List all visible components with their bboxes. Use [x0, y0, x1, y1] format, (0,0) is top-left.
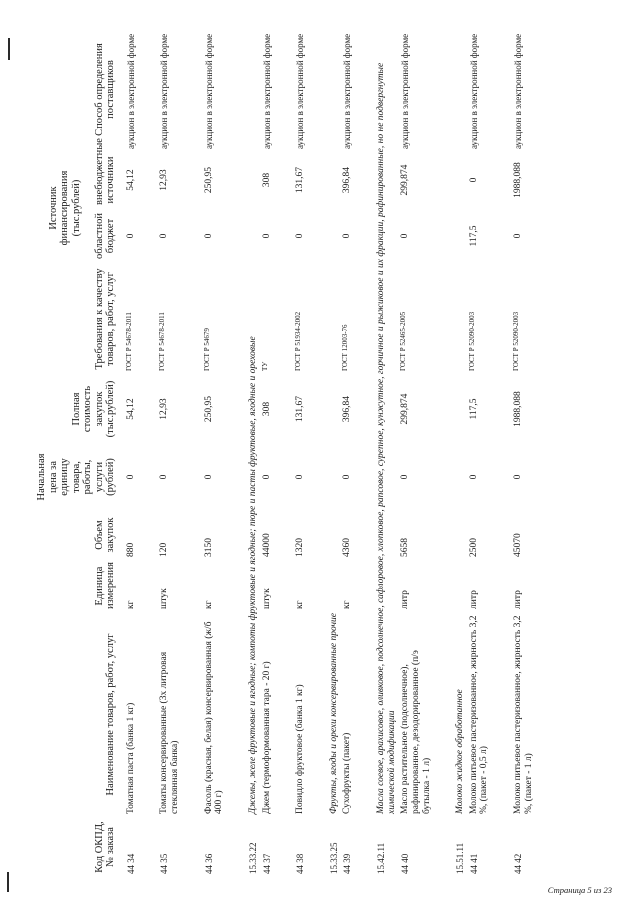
table-row — [512, 27, 556, 877]
procurement-method: аукцион в электронной форме — [342, 33, 353, 149]
quality-standard: ГОСТ 12003-76 — [341, 324, 350, 371]
procurement-method: аукцион в электронной форме — [400, 33, 411, 149]
unit: кг — [203, 600, 214, 609]
regional-budget: 0 — [295, 233, 306, 239]
order-number: 44 42 — [513, 853, 524, 874]
regional-budget: 0 — [400, 233, 411, 239]
extra-budget: 0 — [468, 177, 479, 183]
item-name: Фасоль (красная, белая) консервированная (ж/б 400 г) — [203, 621, 225, 814]
okpd-code: 15.51.11 — [455, 842, 466, 874]
regional-budget: 117,5 — [468, 225, 479, 247]
initial-price: 0 — [295, 474, 306, 480]
order-number: 44 38 — [295, 853, 306, 874]
procurement-method: аукцион в электронной форме — [468, 33, 479, 149]
item-name: Молоко питьевое пастеризованное, жирность 3,2 %, (пакет - 0,5 л) — [468, 615, 490, 814]
volume: 880 — [125, 542, 136, 557]
unit: литр — [468, 590, 479, 609]
category-row — [247, 27, 261, 877]
initial-price: 0 — [125, 474, 136, 480]
header-code: Код ОКПД, № заказа — [93, 821, 117, 873]
volume: 4360 — [342, 538, 353, 557]
unit: литр — [513, 590, 524, 609]
okpd-code: 15.33.22 — [247, 842, 258, 874]
quality-standard: ГОСТ Р 52090-2003 — [467, 311, 476, 371]
quality-standard: ТУ — [260, 361, 269, 371]
regional-budget: 0 — [159, 233, 170, 239]
page-number: Страница 5 из 23 — [547, 885, 612, 895]
quality-standard: ГОСТ Р 54678-2011 — [158, 312, 167, 371]
total-cost: 131,67 — [295, 395, 306, 423]
table-row — [203, 27, 247, 877]
unit: штук — [159, 588, 170, 609]
quality-standard: ГОСТ Р 52090-2003 — [512, 311, 521, 371]
initial-price: 0 — [159, 474, 170, 480]
extra-budget: 1988,088 — [513, 162, 524, 198]
order-number: 44 35 — [159, 853, 170, 874]
table-row — [341, 27, 375, 877]
total-cost: 299,874 — [400, 393, 411, 425]
category-title: Фрукты, ягоды и орехи консервированные прочие — [328, 612, 339, 814]
initial-price: 0 — [513, 474, 524, 480]
regional-budget: 0 — [342, 233, 353, 239]
order-number: 44 39 — [342, 853, 353, 874]
quality-standard: ГОСТ Р 54679 — [202, 328, 211, 371]
order-number: 44 41 — [468, 853, 479, 874]
header-funding: Источник финансирования (тыс.рублей) — [47, 170, 82, 246]
extra-budget: 308 — [261, 172, 272, 188]
regional-budget: 0 — [203, 233, 214, 239]
category-title: Масла соевое, арахисовое, оливковое, подсолнечное, сафлоровое, хлопковое, рапсовое, сурепное, кунжутное, горчичное и рыжиковое и их фракции, рафинированные, но не подвергнутые химической модификации — [376, 62, 397, 814]
total-cost: 250,95 — [203, 395, 214, 423]
procurement-method: аукцион в электронной форме — [203, 33, 214, 149]
quality-standard: ГОСТ Р 51934-2002 — [294, 311, 303, 371]
table-row — [261, 27, 295, 877]
category-row — [328, 27, 342, 877]
total-cost: 308 — [261, 401, 272, 417]
item-name: Сухофрукты (пакет) — [342, 732, 353, 814]
category-row — [375, 27, 399, 877]
unit: литр — [400, 590, 411, 609]
initial-price: 0 — [203, 474, 214, 480]
extra-budget: 12,93 — [159, 169, 170, 191]
procurement-method: аукцион в электронной форме — [261, 33, 272, 149]
unit: кг — [342, 600, 353, 609]
category-row — [454, 27, 468, 877]
extra-budget: 131,67 — [295, 166, 306, 194]
volume: 2500 — [468, 538, 479, 557]
extra-budget: 396,84 — [342, 166, 353, 194]
category-title: Джемы, желе фруктовые и ягодные; компоты фруктовые и ягодные; пюре и пасты фруктовые, ягодные и ореховые — [247, 336, 258, 814]
header-requirements: Требования к качеству товаров, работ, услуг — [93, 268, 117, 370]
table-row — [158, 27, 202, 877]
initial-price: 0 — [468, 474, 479, 480]
table-row — [125, 27, 159, 877]
header-unit: Единица измерения — [93, 562, 117, 609]
okpd-code: 15.33.25 — [328, 842, 339, 874]
initial-price: 0 — [261, 474, 272, 480]
header-name: Наименование товаров, работ, услуг — [105, 633, 117, 796]
header-total-cost: Полная стоимость закупок (тыс.рублей) — [70, 380, 117, 438]
regional-budget: 0 — [261, 233, 272, 239]
unit: кг — [125, 600, 136, 609]
table-row — [468, 27, 512, 877]
total-cost: 396,84 — [342, 395, 353, 423]
unit: кг — [295, 600, 306, 609]
table-header — [35, 27, 125, 877]
initial-price: 0 — [400, 474, 411, 480]
header-funding-regional: областной бюджет — [93, 213, 117, 259]
volume: 5658 — [400, 538, 411, 557]
volume: 44000 — [261, 533, 272, 557]
procurement-table — [35, 27, 556, 877]
item-name: Томаты консервированные (3х литровая стеклянная банка) — [159, 651, 181, 814]
item-name: Молоко питьевое пастеризованное, жирность 3,2 %, (пакет - 1 л) — [513, 615, 534, 814]
quality-standard: ГОСТ Р 54678-2011 — [124, 312, 133, 371]
item-name: Масло растительное (подсолнечное), рафинированное, дезодорированное (п/э бутылка - 1 л) — [400, 650, 432, 814]
okpd-code: 15.42.11 — [376, 842, 387, 874]
procurement-method: аукцион в электронной форме — [295, 33, 306, 149]
volume: 120 — [159, 542, 170, 557]
procurement-method: аукцион в электронной форме — [159, 33, 170, 149]
volume: 1320 — [295, 538, 306, 557]
initial-price: 0 — [342, 474, 353, 480]
item-name: Джем (термоформованная тара - 20 г) — [261, 661, 272, 814]
header-method: Способ определения поставщиков — [93, 43, 117, 136]
volume: 45070 — [513, 533, 524, 557]
extra-budget: 54,12 — [125, 169, 136, 191]
table-row — [399, 27, 454, 877]
header-funding-extra: внебюджетные источники — [93, 138, 117, 205]
total-cost: 54,12 — [125, 398, 136, 420]
item-name: Томатная паста (банка 1 кг) — [125, 702, 136, 814]
procurement-method: аукцион в электронной форме — [513, 33, 524, 149]
total-cost: 117,5 — [468, 398, 479, 420]
order-number: 44 40 — [400, 853, 411, 874]
volume: 3150 — [203, 538, 214, 557]
extra-budget: 250,95 — [203, 166, 214, 194]
regional-budget: 0 — [125, 233, 136, 239]
header-volume: Объем закупок — [93, 517, 117, 553]
order-number: 44 37 — [261, 853, 272, 874]
regional-budget: 0 — [513, 233, 524, 239]
category-title: Молоко жидкое обработанное — [455, 689, 466, 814]
table-row — [294, 27, 328, 877]
procurement-method: аукцион в электронной форме — [125, 33, 136, 149]
table-body — [125, 27, 557, 877]
order-number: 44 34 — [125, 853, 136, 874]
header-initial-price: Начальная цена за единицу товара, работы, услуги (рублей) — [36, 453, 117, 501]
extra-budget: 299,874 — [400, 164, 411, 196]
order-number: 44 36 — [203, 853, 214, 874]
total-cost: 12,93 — [159, 398, 170, 420]
unit: штук — [261, 588, 272, 609]
total-cost: 1988,088 — [513, 391, 524, 427]
item-name: Повидло фруктовое (банка 1 кг) — [295, 684, 306, 814]
quality-standard: ГОСТ Р 52465-2005 — [399, 311, 408, 371]
